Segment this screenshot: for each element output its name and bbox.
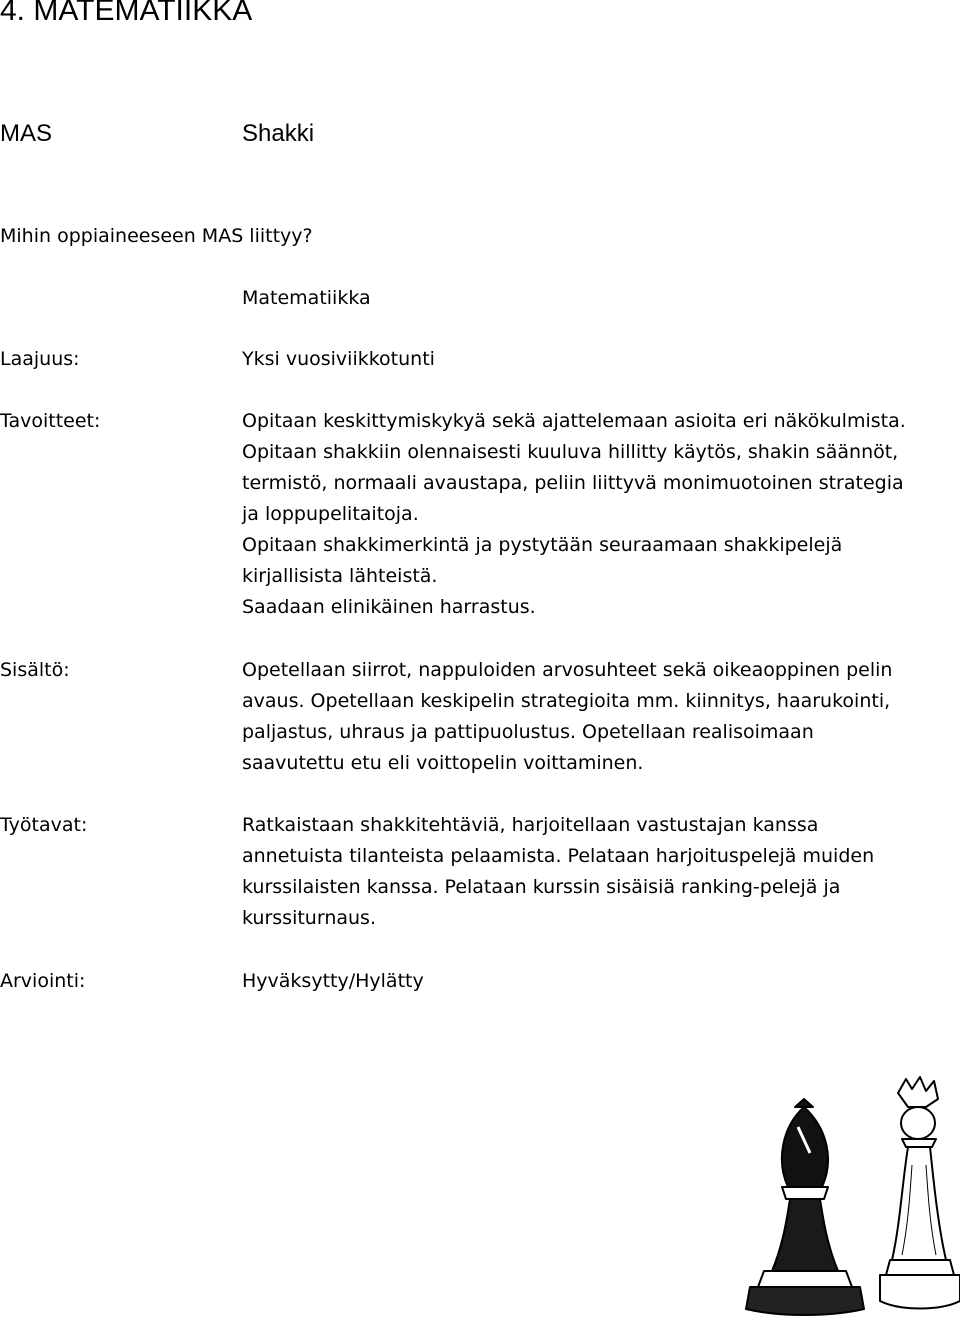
- black-bishop-icon: [746, 1099, 864, 1315]
- sisalto-line: avaus. Opetellaan keskipelin strategioita mm. kiinnitys, haarukointi,: [242, 690, 891, 712]
- tavoitteet-line: Opitaan keskittymiskykyä sekä ajattelemaan asioita eri näkökulmista.: [242, 410, 906, 432]
- tyotavat-line: annetuista tilanteista pelaamista. Pelataan harjoituspelejä muiden: [242, 845, 875, 867]
- tavoitteet-line: kirjallisista lähteistä.: [242, 565, 438, 587]
- laajuus-value: [242, 344, 958, 375]
- laajuus-label: Laajuus:: [0, 348, 80, 370]
- sisalto-value: [242, 655, 958, 779]
- sisalto-line: Opetellaan siirrot, nappuloiden arvosuhteet sekä oikeaoppinen pelin: [242, 659, 893, 681]
- arviointi-line: Hyväksytty/Hylätty: [242, 970, 424, 992]
- tyotavat-line: kurssiturnaus.: [242, 907, 376, 929]
- tavoitteet-line: ja loppupelitaitoja.: [242, 503, 419, 525]
- tyotavat-label: Työtavat:: [0, 814, 88, 836]
- tavoitteet-line: termistö, normaali avaustapa, peliin liittyvä monimuotoinen strategia: [242, 472, 904, 494]
- arviointi-label: Arviointi:: [0, 970, 86, 992]
- tavoitteet-value: [242, 406, 958, 623]
- subject-value: Matematiikka: [242, 287, 371, 309]
- sisalto-label: Sisältö:: [0, 659, 70, 681]
- sisalto-line: paljastus, uhraus ja pattipuolustus. Opetellaan realisoimaan: [242, 721, 814, 743]
- tyotavat-line: kurssilaisten kanssa. Pelataan kurssin sisäisiä ranking-pelejä ja: [242, 876, 841, 898]
- white-queen-icon: [880, 1077, 960, 1309]
- chess-bishop-and-queen-icon: [740, 1075, 960, 1317]
- question-text: Mihin oppiaineeseen MAS liittyy?: [0, 225, 313, 247]
- tavoitteet-line: Opitaan shakkimerkintä ja pystytään seuraamaan shakkipelejä: [242, 534, 843, 556]
- tavoitteet-line: Opitaan shakkiin olennaisesti kuuluva hillitty käytös, shakin säännöt,: [242, 441, 899, 463]
- laajuus-line: Yksi vuosiviikkotunti: [242, 348, 435, 370]
- tyotavat-line: Ratkaistaan shakkitehtäviä, harjoitellaan vastustajan kanssa: [242, 814, 819, 836]
- tyotavat-value: [242, 810, 958, 934]
- page-heading: 4. MATEMATIIKKA: [0, 0, 253, 27]
- tavoitteet-label: Tavoitteet:: [0, 410, 101, 432]
- sisalto-line: saavutettu etu eli voittopelin voittaminen.: [242, 752, 644, 774]
- course-code: MAS: [0, 120, 53, 147]
- course-name: Shakki: [242, 120, 315, 147]
- arviointi-value: [242, 966, 958, 997]
- tavoitteet-line: Saadaan elinikäinen harrastus.: [242, 596, 536, 618]
